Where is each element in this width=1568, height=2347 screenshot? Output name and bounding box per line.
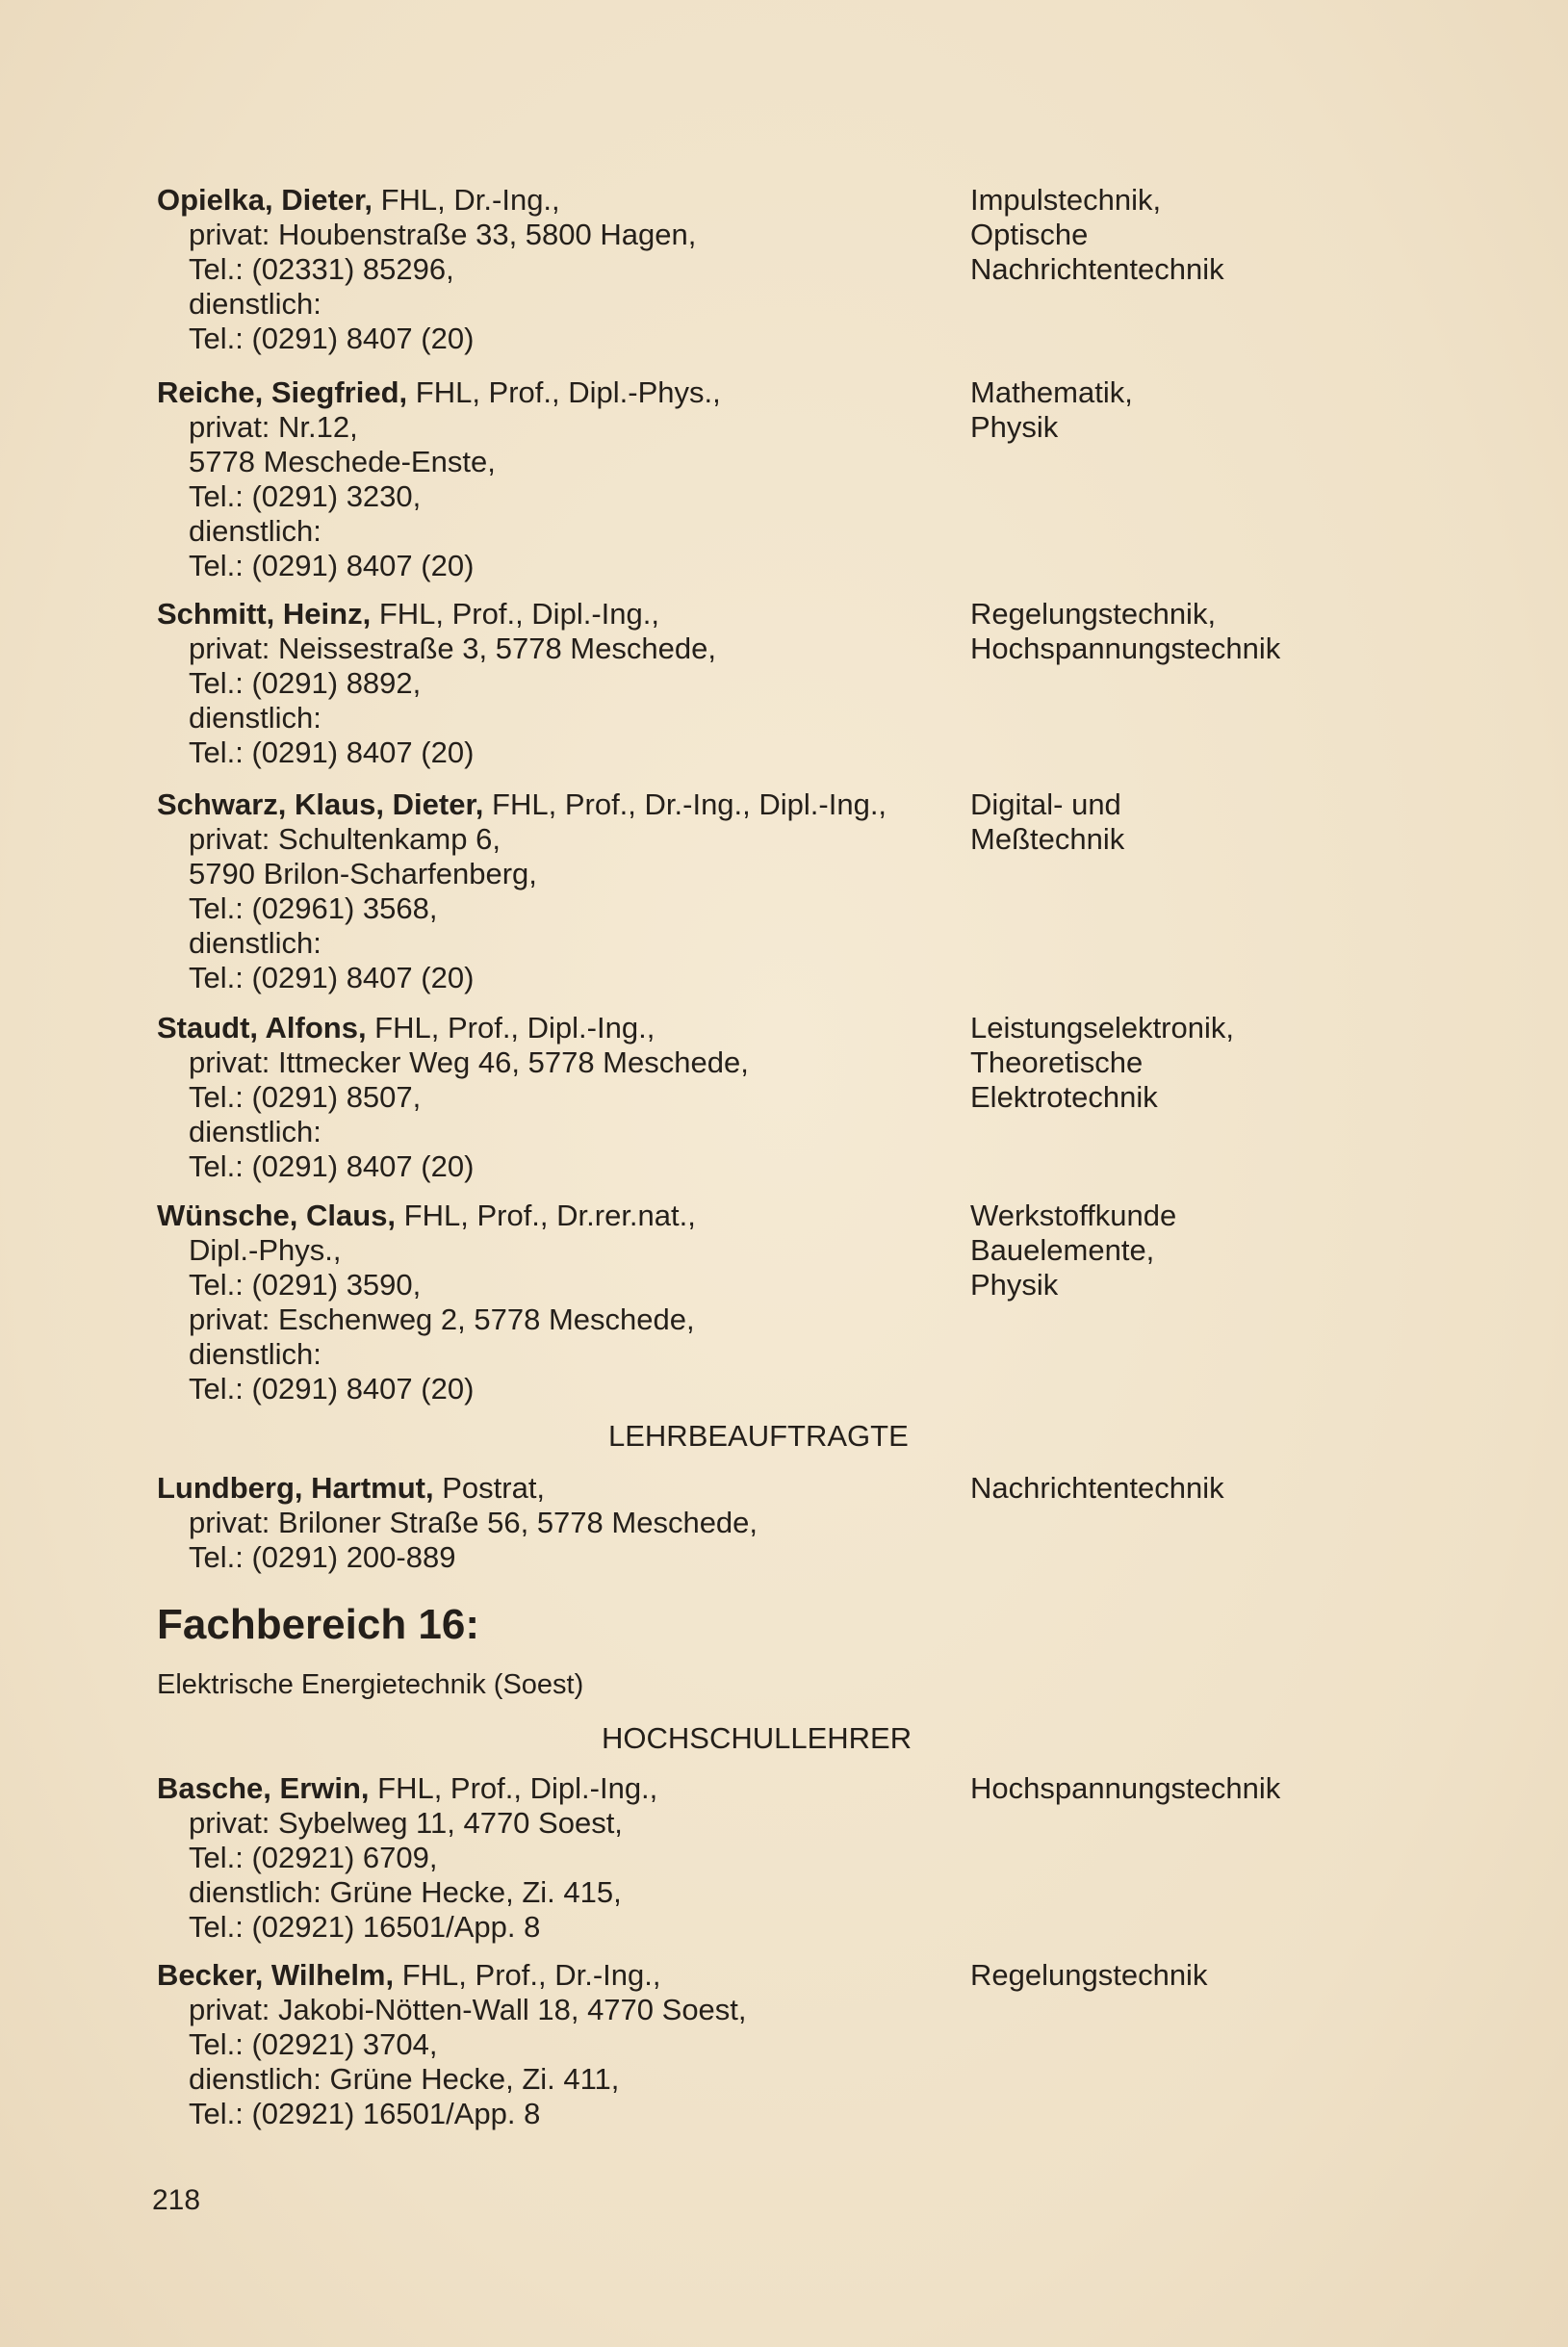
detail-line: dienstlich: Grüne Hecke, Zi. 415, (189, 1875, 622, 1909)
detail-line: dienstlich: (189, 1115, 321, 1148)
person-name: Lundberg, Hartmut, (157, 1471, 434, 1505)
person-details (157, 597, 956, 770)
detail-line: Tel.: (02961) 3568, (189, 891, 438, 925)
detail-line: Tel.: (0291) 8407 (20) (189, 961, 475, 994)
subject-line: Optische (970, 218, 1089, 251)
person-details (157, 1471, 956, 1575)
subject-line: Elektrotechnik (970, 1080, 1158, 1114)
subject-list (970, 183, 1375, 287)
person-name: Schwarz, Klaus, Dieter, (157, 787, 484, 821)
person-title: FHL, Prof., Dr.rer.nat., (396, 1199, 696, 1232)
detail-line: Tel.: (0291) 200-889 (189, 1540, 456, 1574)
subject-list (970, 1958, 1375, 1993)
subject-line: Bauelemente, (970, 1233, 1155, 1267)
subject-line: Leistungselektronik, (970, 1011, 1234, 1045)
subject-line: Nachrichtentechnik (970, 1471, 1224, 1505)
detail-line: Tel.: (02921) 6709, (189, 1841, 438, 1874)
person-details (157, 375, 956, 583)
detail-line: dienstlich: (189, 701, 321, 735)
detail-line: Tel.: (0291) 8892, (189, 666, 422, 700)
subject-line: Hochspannungstechnik (970, 1771, 1281, 1805)
fachbereich-subtitle: Elektrische Energietechnik (Soest) (157, 1669, 584, 1700)
detail-line: Tel.: (0291) 8407 (20) (189, 1372, 475, 1406)
detail-line: dienstlich: (189, 287, 321, 321)
page-number: 218 (152, 2184, 201, 2216)
detail-line: Tel.: (0291) 8407 (20) (189, 735, 475, 769)
person-name: Opielka, Dieter, (157, 183, 373, 217)
subject-list (970, 375, 1375, 445)
fachbereich-title: Fachbereich 16: (157, 1601, 480, 1648)
detail-line: Tel.: (0291) 3590, (189, 1268, 422, 1302)
detail-line: privat: Ittmecker Weg 46, 5778 Meschede, (189, 1045, 749, 1079)
person-details (157, 1011, 956, 1184)
detail-line: Tel.: (0291) 8407 (20) (189, 549, 475, 582)
detail-line: privat: Neissestraße 3, 5778 Meschede, (189, 632, 716, 665)
detail-line: Tel.: (02921) 16501/App. 8 (189, 1910, 541, 1944)
subject-list (970, 1471, 1375, 1506)
detail-line: privat: Nr.12, (189, 410, 358, 444)
subject-line: Nachrichtentechnik (970, 252, 1224, 286)
subject-line: Regelungstechnik (970, 1958, 1208, 1992)
detail-line: Tel.: (02921) 3704, (189, 2027, 438, 2061)
detail-line: Tel.: (0291) 8407 (20) (189, 322, 475, 355)
detail-line: Dipl.-Phys., (189, 1233, 342, 1267)
person-name: Schmitt, Heinz, (157, 597, 372, 631)
section-heading-hochschullehrer: HOCHSCHULLEHRER (602, 1721, 913, 1755)
person-title: FHL, Prof., Dipl.-Ing., (369, 1771, 658, 1805)
section-heading-lehrbeauftragte: LEHRBEAUFTRAGTE (608, 1419, 909, 1453)
detail-line: privat: Jakobi-Nötten-Wall 18, 4770 Soest, (189, 1993, 747, 2026)
person-details (157, 1958, 956, 2131)
subject-list (970, 597, 1375, 666)
person-title: FHL, Prof., Dr.-Ing., (394, 1958, 661, 1992)
person-title: FHL, Prof., Dipl.-Ing., (366, 1011, 655, 1045)
subject-line: Physik (970, 410, 1059, 444)
subject-line: Physik (970, 1268, 1059, 1302)
person-name: Staudt, Alfons, (157, 1011, 367, 1045)
detail-line: dienstlich: (189, 926, 321, 960)
detail-line: privat: Houbenstraße 33, 5800 Hagen, (189, 218, 697, 251)
subject-line: Regelungstechnik, (970, 597, 1217, 631)
subject-list (970, 1199, 1375, 1302)
detail-line: 5778 Meschede-Enste, (189, 445, 496, 478)
subject-line: Hochspannungstechnik (970, 632, 1281, 665)
detail-line: dienstlich: Grüne Hecke, Zi. 411, (189, 2062, 620, 2096)
subject-line: Digital- und (970, 787, 1121, 821)
detail-line: privat: Briloner Straße 56, 5778 Meschede, (189, 1506, 758, 1539)
person-title: FHL, Prof., Dipl.-Ing., (371, 597, 659, 631)
detail-line: privat: Eschenweg 2, 5778 Meschede, (189, 1302, 695, 1336)
detail-line: Tel.: (02921) 16501/App. 8 (189, 2097, 541, 2130)
person-title: FHL, Prof., Dipl.-Phys., (407, 375, 721, 409)
detail-line: Tel.: (02331) 85296, (189, 252, 454, 286)
person-name: Becker, Wilhelm, (157, 1958, 395, 1992)
detail-line: dienstlich: (189, 1337, 321, 1371)
person-details (157, 787, 956, 995)
detail-line: Tel.: (0291) 3230, (189, 479, 422, 513)
person-name: Wünsche, Claus, (157, 1199, 397, 1232)
person-title: FHL, Prof., Dr.-Ing., Dipl.-Ing., (483, 787, 887, 821)
person-details (157, 1199, 956, 1406)
detail-line: Tel.: (0291) 8407 (20) (189, 1149, 475, 1183)
person-name: Reiche, Siegfried, (157, 375, 408, 409)
subject-list (970, 787, 1375, 857)
detail-line: Tel.: (0291) 8507, (189, 1080, 422, 1114)
subject-line: Theoretische (970, 1045, 1144, 1079)
person-name: Basche, Erwin, (157, 1771, 370, 1805)
detail-line: 5790 Brilon-Scharfenberg, (189, 857, 537, 890)
person-details (157, 183, 956, 356)
subject-line: Mathematik, (970, 375, 1133, 409)
person-title: Postrat, (433, 1471, 546, 1505)
detail-line: privat: Schultenkamp 6, (189, 822, 501, 856)
subject-line: Meßtechnik (970, 822, 1125, 856)
detail-line: dienstlich: (189, 514, 321, 548)
subject-line: Werkstoffkunde (970, 1199, 1177, 1232)
person-title: FHL, Dr.-Ing., (373, 183, 560, 217)
person-details (157, 1771, 956, 1945)
subject-list (970, 1771, 1375, 1806)
subject-line: Impulstechnik, (970, 183, 1162, 217)
subject-list (970, 1011, 1375, 1115)
detail-line: privat: Sybelweg 11, 4770 Soest, (189, 1806, 623, 1840)
